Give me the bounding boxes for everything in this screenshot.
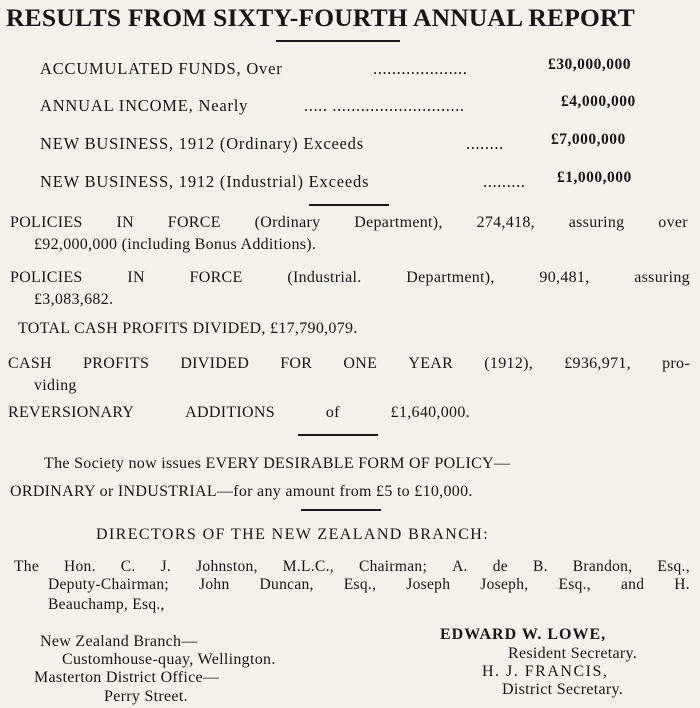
branch-office-address: Customhouse-quay, Wellington. <box>62 651 276 668</box>
financial-value: £4,000,000 <box>561 93 636 110</box>
ordinary-policies-line2: £92,000,000 (including Bonus Additions). <box>34 236 317 253</box>
financial-row <box>40 133 504 155</box>
industrial-policies-line1: POLICIES IN FORCE (Industrial. Department), 90,481, assuring <box>10 269 690 286</box>
cash-profits-year-line1: CASH PROFITS DIVIDED FOR ONE YEAR (1912), £936,971, pro- <box>8 355 690 372</box>
financial-row <box>40 58 468 80</box>
financial-value: £1,000,000 <box>557 169 632 186</box>
directors-line1: The Hon. C. J. Johnston, M.L.C., Chairman; A. de B. Brandon, Esq., <box>14 558 690 575</box>
financial-label: NEW BUSINESS, 1912 (Industrial) Exceeds <box>40 172 370 191</box>
ordinary-policies-line1: POLICIES IN FORCE (Ordinary Department), 274,418, assuring over <box>10 214 688 231</box>
section-rule <box>298 434 378 436</box>
industrial-policies-line2: £3,083,682. <box>34 291 114 308</box>
title-rule <box>276 40 400 42</box>
financial-row <box>40 95 465 117</box>
section-rule <box>309 204 389 206</box>
policy-notice-line2: ORDINARY or INDUSTRIAL—for any amount from £5 to £10,000. <box>10 483 473 500</box>
financial-label: ACCUMULATED FUNDS, Over <box>40 59 283 78</box>
district-office-label: Masterton District Office— <box>34 669 220 686</box>
financial-value: £30,000,000 <box>548 56 631 73</box>
section-rule <box>301 509 381 511</box>
district-secretary-title: District Secretary. <box>502 681 624 698</box>
directors-heading: DIRECTORS OF THE NEW ZEALAND BRANCH: <box>96 526 490 543</box>
financial-value: £7,000,000 <box>551 131 626 148</box>
reversionary-additions: REVERSIONARY ADDITIONS of £1,640,000. <box>8 404 470 421</box>
total-cash-profits: TOTAL CASH PROFITS DIVIDED, £17,790,079. <box>18 320 358 337</box>
leader-dots: ........ <box>466 134 504 153</box>
leader-dots: .................... <box>373 59 468 78</box>
financial-label: ANNUAL INCOME, Nearly <box>40 96 249 115</box>
leader-dots: ......... <box>483 172 526 191</box>
policy-notice-line1: The Society now issues EVERY DESIRABLE FORM OF POLICY— <box>44 455 511 472</box>
financial-label: NEW BUSINESS, 1912 (Ordinary) Exceeds <box>40 134 364 153</box>
resident-secretary-name: EDWARD W. LOWE, <box>440 626 607 643</box>
district-office-address: Perry Street. <box>104 688 188 705</box>
district-secretary-name: H. J. FRANCIS, <box>482 663 609 680</box>
cash-profits-year-line2: viding <box>34 377 77 394</box>
directors-line3: Beauchamp, Esq., <box>48 596 165 613</box>
report-title: RESULTS FROM SIXTY-FOURTH ANNUAL REPORT <box>6 3 635 32</box>
resident-secretary-title: Resident Secretary. <box>508 645 638 662</box>
branch-office-label: New Zealand Branch— <box>40 633 198 650</box>
financial-row <box>40 171 526 193</box>
directors-line2: Deputy-Chairman; John Duncan, Esq., Joseph Joseph, Esq., and H. <box>48 576 690 593</box>
leader-dots: ..... ............................ <box>304 96 465 115</box>
